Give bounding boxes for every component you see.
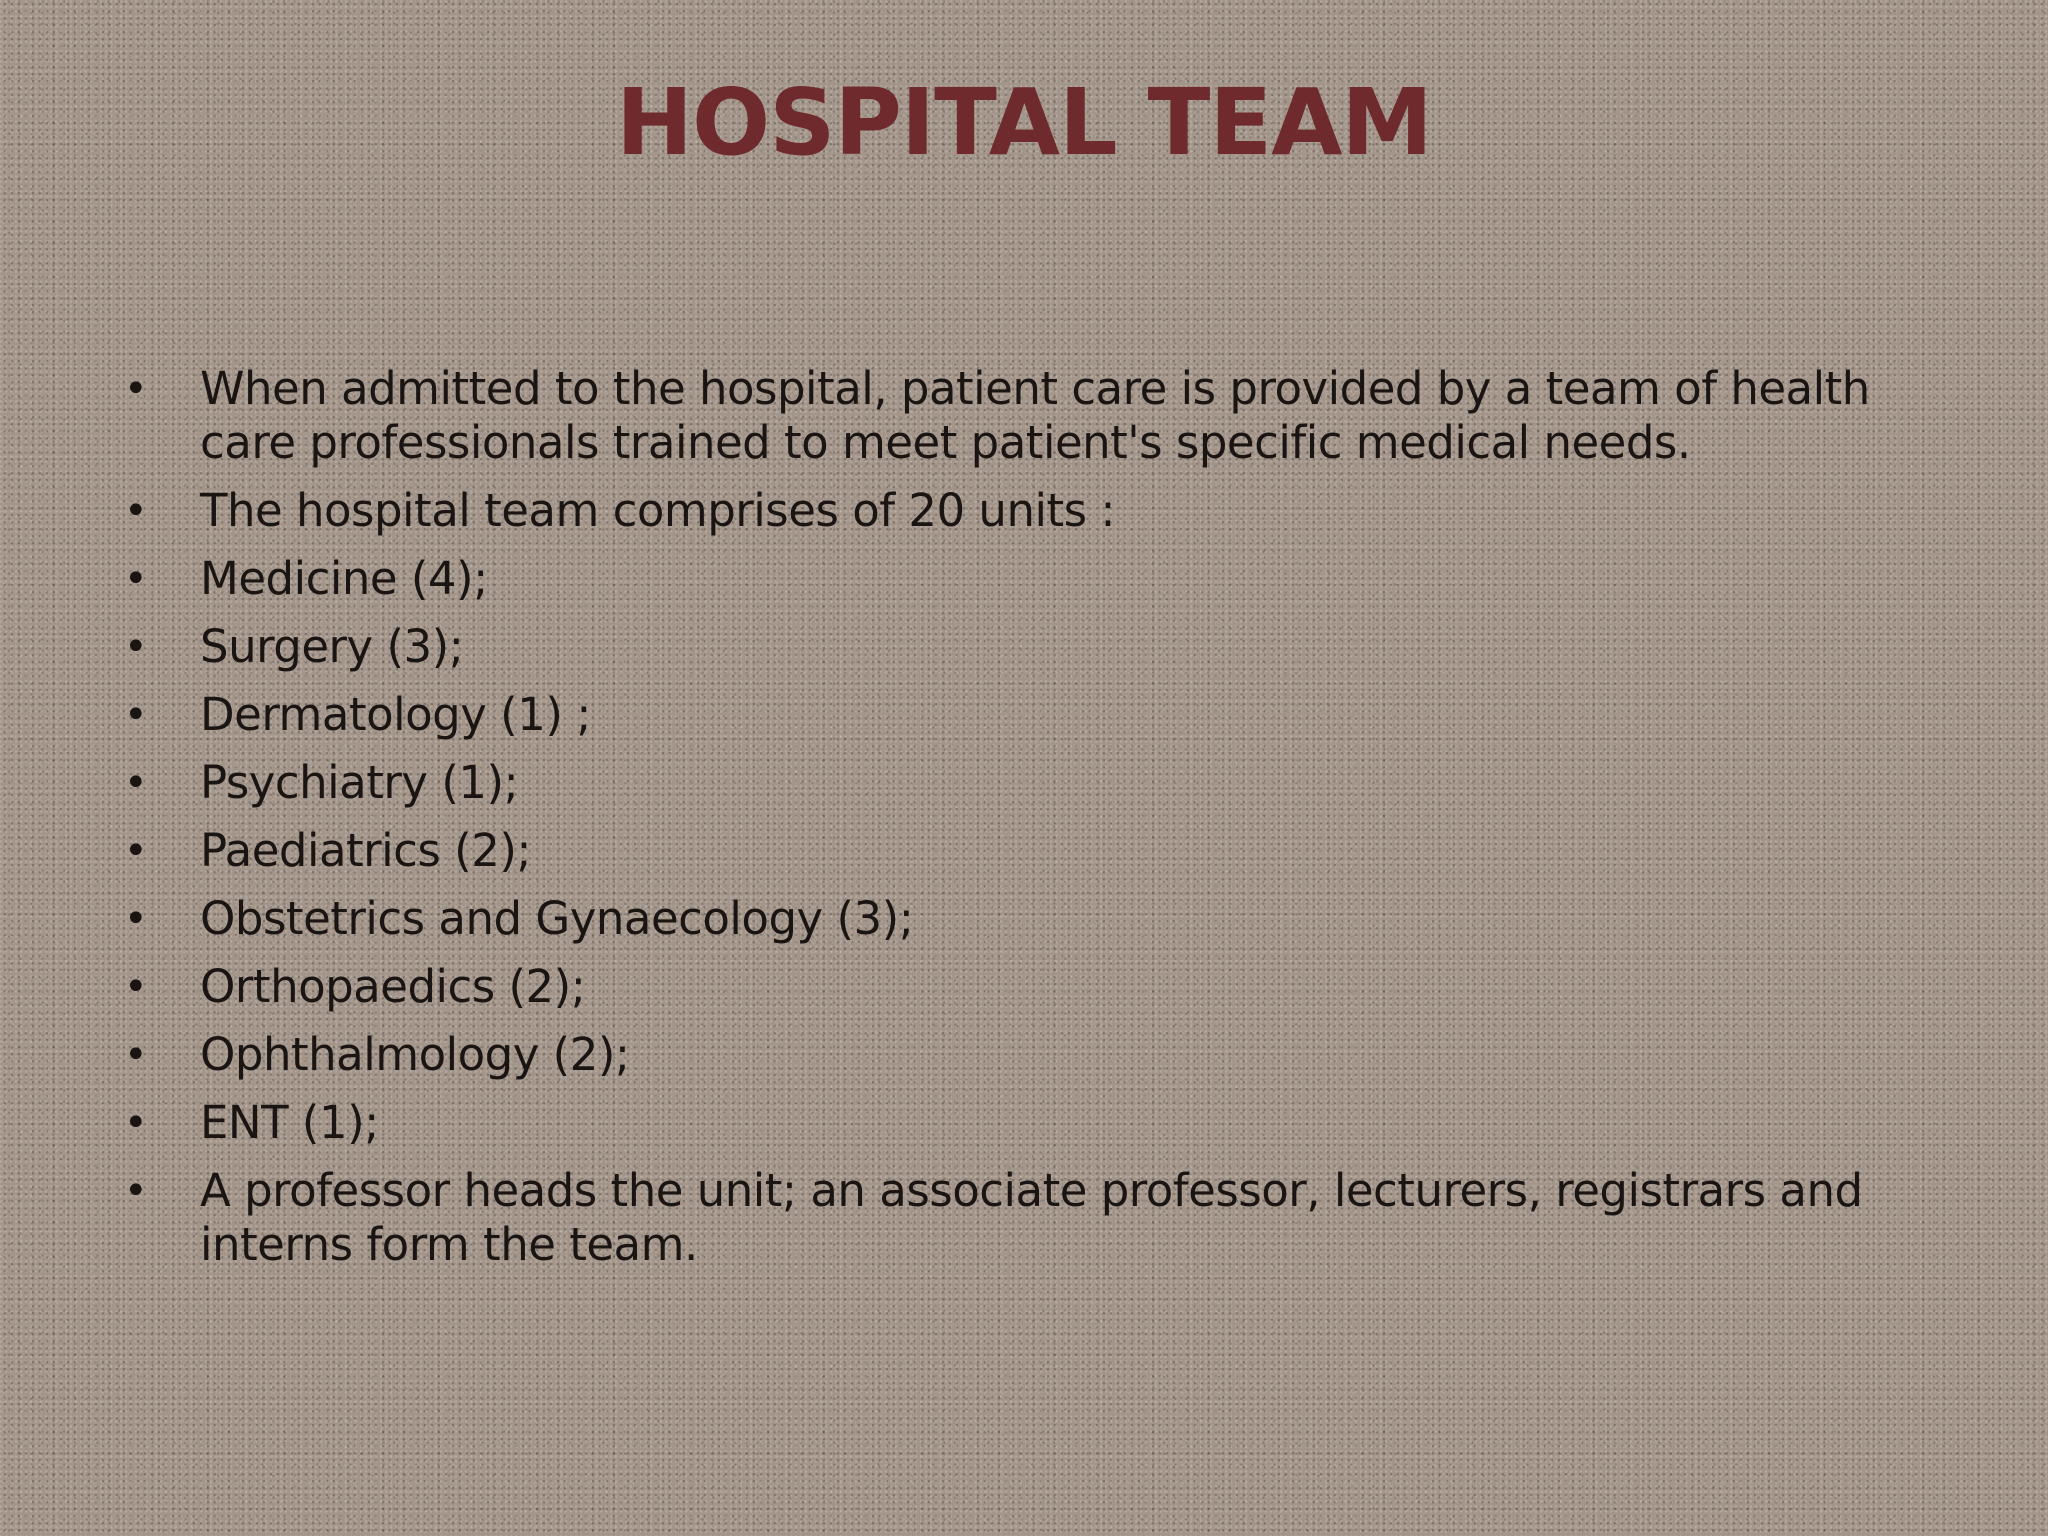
bullet-text: A professor heads the unit; an associate professor, lecturers, registrars and interns form the team.	[200, 1164, 1863, 1271]
bullet-icon: •	[124, 896, 148, 942]
bullet-icon: •	[124, 1100, 148, 1146]
list-item	[118, 1096, 1958, 1150]
list-item	[118, 688, 1958, 742]
bullet-icon: •	[124, 760, 148, 806]
bullet-icon: •	[124, 964, 148, 1010]
bullet-text: The hospital team comprises of 20 units :	[200, 484, 1116, 537]
slide-title: HOSPITAL TEAM	[616, 69, 1432, 176]
bullet-list	[118, 362, 1958, 1286]
bullet-icon: •	[124, 828, 148, 874]
list-item	[118, 960, 1958, 1014]
bullet-text: Orthopaedics (2);	[200, 960, 586, 1013]
list-item	[118, 824, 1958, 878]
list-item	[118, 892, 1958, 946]
list-item	[118, 620, 1958, 674]
list-item	[118, 1164, 1958, 1272]
bullet-icon: •	[124, 1032, 148, 1078]
bullet-icon: •	[124, 692, 148, 738]
bullet-icon: •	[124, 488, 148, 534]
bullet-text: Obstetrics and Gynaecology (3);	[200, 892, 914, 945]
bullet-icon: •	[124, 556, 148, 602]
bullet-text: Ophthalmology (2);	[200, 1028, 630, 1081]
bullet-text: Dermatology (1) ;	[200, 688, 591, 741]
bullet-text: Medicine (4);	[200, 552, 488, 605]
list-item	[118, 484, 1958, 538]
bullet-icon: •	[124, 1168, 148, 1214]
bullet-text: Surgery (3);	[200, 620, 464, 673]
list-item	[118, 362, 1958, 470]
bullet-text: Paediatrics (2);	[200, 824, 532, 877]
bullet-icon: •	[124, 624, 148, 670]
bullet-text: Psychiatry (1);	[200, 756, 519, 809]
bullet-text: ENT (1);	[200, 1096, 379, 1149]
list-item	[118, 552, 1958, 606]
list-item	[118, 1028, 1958, 1082]
bullet-icon: •	[124, 366, 148, 412]
bullet-text: When admitted to the hospital, patient care is provided by a team of health care professionals trained to meet patient's specific medical needs.	[200, 362, 1870, 469]
list-item	[118, 756, 1958, 810]
